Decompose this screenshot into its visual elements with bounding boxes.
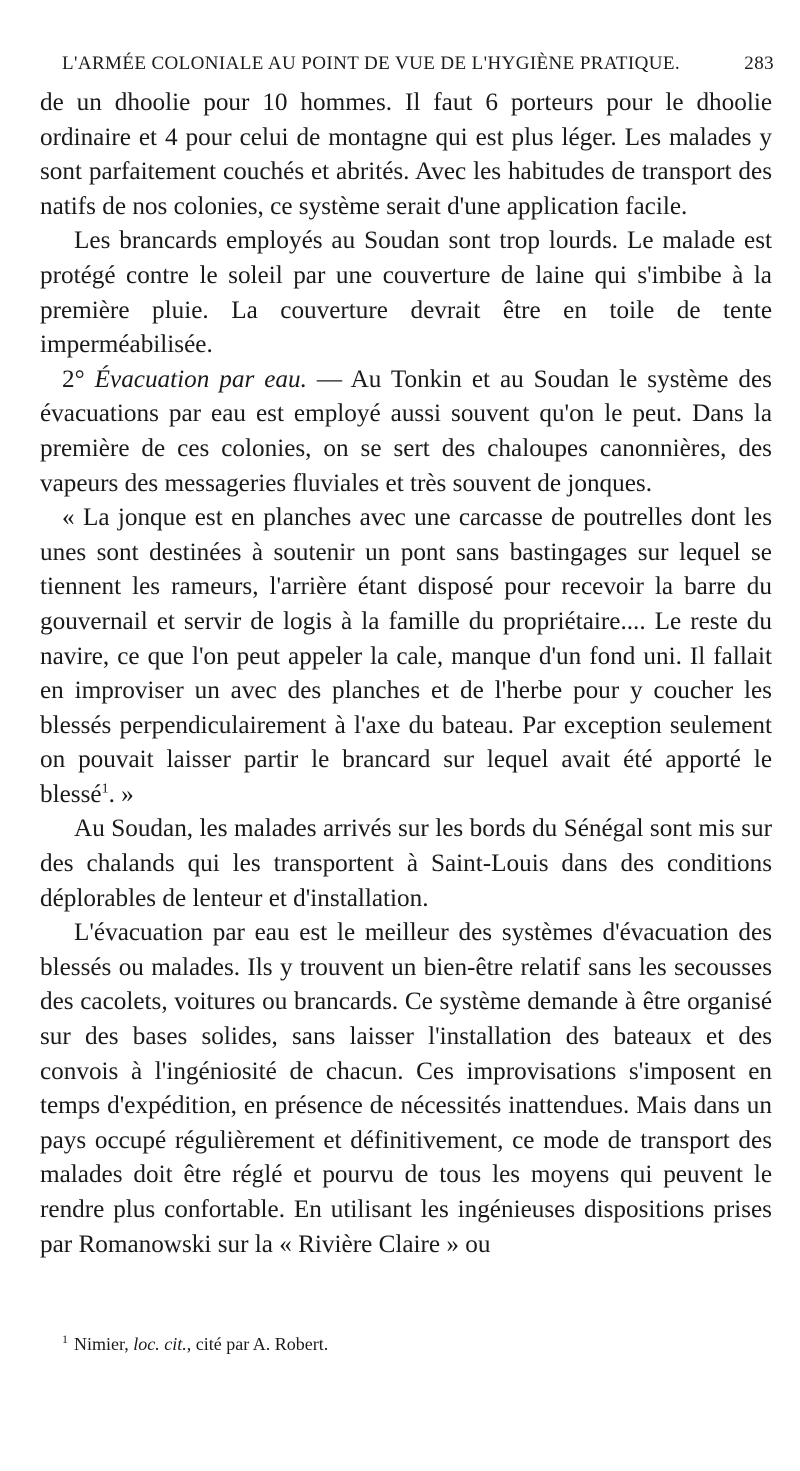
footnote-rest: , cité par A. Robert.: [186, 1334, 329, 1354]
paragraph-dhoolie-continued: de un dhoolie pour 10 hommes. Il faut 6 porteurs pour le dhoolie ordinaire et 4 pour celui de montagne qui est plus léger. Les malades y sont parfaitement couchés et abrités. Avec les habitudes de transport des natifs de nos colonies, ce système serait d'une application facile.: [40, 89, 772, 220]
footnote-author: Nimier,: [74, 1334, 134, 1354]
section-text: — Au Tonkin et au Soudan le système des évacuations par eau est employé aussi souvent qu'on le peut. Dans la première de ces colonies, on se sert des chaloupes canonnières, des vapeurs des messageries fluviales et très souvent de jonques.: [40, 365, 772, 497]
paragraph-evacuation-meilleur: L'évacuation par eau est le meilleur des systèmes d'évacuation des blessés ou malades. Ils y trouvent un bien-être relatif sans les secousses des cacolets, voitures ou brancards. Ce système demande à être organisé sur des bases solides, sans laisser l'installation des bateaux et des convois à l'ingéniosité de chacun. Ces improvisations s'imposent en temps d'expédition, en présence de nécessités inattendues. Mais dans un pays occupé régulièrement et définitivement, ce mode de transport des malades doit être réglé et pourvu de tous les moyens qui peuvent le rendre plus confortable. En utilisant les ingénieuses dispositions prises par Romanowski sur la « Rivière Claire » ou: [40, 919, 772, 1258]
paragraph-brancards: Les brancards employés au Soudan sont trop lourds. Le malade est protégé contre le soleil par une couverture de laine qui s'imbibe à la première pluie. La couverture devrait être en toile de tente imperméabilisée.: [40, 227, 772, 359]
running-title: L'ARMÉE COLONIALE AU POINT DE VUE DE L'HYGIÈNE PRATIQUE.: [62, 53, 681, 74]
running-head: [62, 53, 774, 75]
footnote-reference[interactable]: 1: [101, 781, 109, 797]
body-text: [40, 86, 772, 1262]
footnote-ref: loc. cit.: [133, 1334, 187, 1354]
paragraph-soudan: Au Soudan, les malades arrivés sur les bords du Sénégal sont mis sur des chalands qui les transportent à Saint-Louis dans des conditions déplorables de lenteur et d'installation.: [40, 815, 772, 912]
page-number: 283: [744, 53, 774, 74]
section-number: 2°: [62, 365, 85, 393]
section-heading: Évacuation par eau.: [94, 365, 307, 393]
footnote: [62, 1334, 772, 1355]
quotation-text: « La jonque est en planches avec une carcasse de poutrelles dont les unes sont destinées à soutenir un pont sans bastingages sur lequel se tiennent les rameurs, l'arrière étant disposé pour recevoir la barre du gouvernail et servir de logis à la famille du propriétaire.... Le reste du navire, ce que l'on peut appeler la cale, manque d'un fond uni. Il fallait en improviser un avec des planches et de l'herbe pour y coucher les blessés perpendiculairement à l'axe du bateau. Par exception seulement on pouvait laisser partir le brancard sur lequel avait été apporté le blessé: [40, 504, 772, 808]
paragraph-quotation-jonque: [40, 501, 772, 812]
quotation-end: . »: [108, 780, 134, 808]
footnote-mark: 1: [62, 1332, 68, 1346]
paragraph-evacuation-par-eau: [40, 363, 772, 501]
